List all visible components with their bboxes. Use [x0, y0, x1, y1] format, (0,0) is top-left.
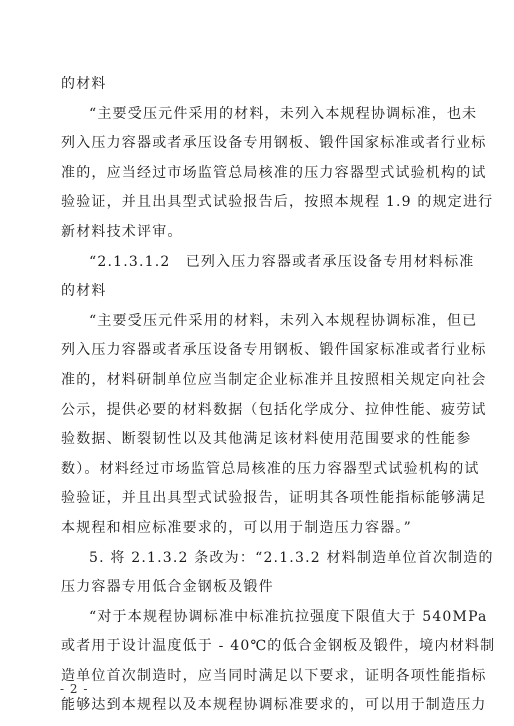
text-line: 数）。材料经过市场监管总局核准的压力容器型式试验机构的试 [61, 460, 480, 477]
text-line: 的材料 [61, 76, 107, 92]
text-line: 准的，材料研制单位应当制定企业标准并且按照相关规定向社会 [61, 371, 487, 388]
text-line: 验验证，并且出具型式试验报告后，按照本规程 1.9 的规定进行 [61, 194, 494, 211]
body-text [61, 70, 496, 721]
text-line: 的材料 [61, 283, 107, 300]
text-line: “主要受压元件采用的材料，未列入本规程协调标准，但已 [89, 312, 478, 329]
text-line: 造单位首次制造时，应当同时满足以下要求，证明各项性能指标 [61, 667, 487, 684]
text-line: 压力容器专用低合金钢板及锻件 [61, 579, 274, 596]
page-number: - 2 - [60, 682, 89, 696]
text-line: “主要受压元件采用的材料，未列入本规程协调标准，也未 [89, 105, 478, 122]
text-line: 验数据、断裂韧性以及其他满足该材料使用范围要求的性能参 [61, 431, 472, 448]
text-line: 新材料技术评审。 [61, 223, 183, 240]
text-line: 列入压力容器或者承压设备专用钢板、锻件国家标准或者行业标 [61, 135, 487, 152]
text-line: 列入压力容器或者承压设备专用钢板、锻件国家标准或者行业标 [61, 342, 487, 359]
text-line: “对于本规程协调标准中标准抗拉强度下限值大于 540MPa [89, 608, 488, 625]
text-line: 5. 将 2.1.3.2 条改为：“2.1.3.2 材料制造单位首次制造的 [89, 549, 494, 566]
text-line: 验验证，并且出具型式试验报告，证明其各项性能指标能够满足 [61, 490, 487, 507]
text-line: 能够达到本规程以及本规程协调标准要求的，可以用于制造压力 [61, 697, 487, 714]
text-line: 本规程和相应标准要求的，可以用于制造压力容器。” [61, 519, 412, 536]
text-line: 公示，提供必要的材料数据（包括化学成分、拉伸性能、疲劳试 [61, 401, 487, 418]
text-line: “2.1.3.1.2 已列入压力容器或者承压设备专用材料标准 [89, 253, 475, 270]
text-line: 准的，应当经过市场监管总局核准的压力容器型式试验机构的试 [61, 164, 487, 181]
text-line: 或者用于设计温度低于 - 40℃的低合金钢板及锻件，境内材料制 [61, 638, 496, 655]
